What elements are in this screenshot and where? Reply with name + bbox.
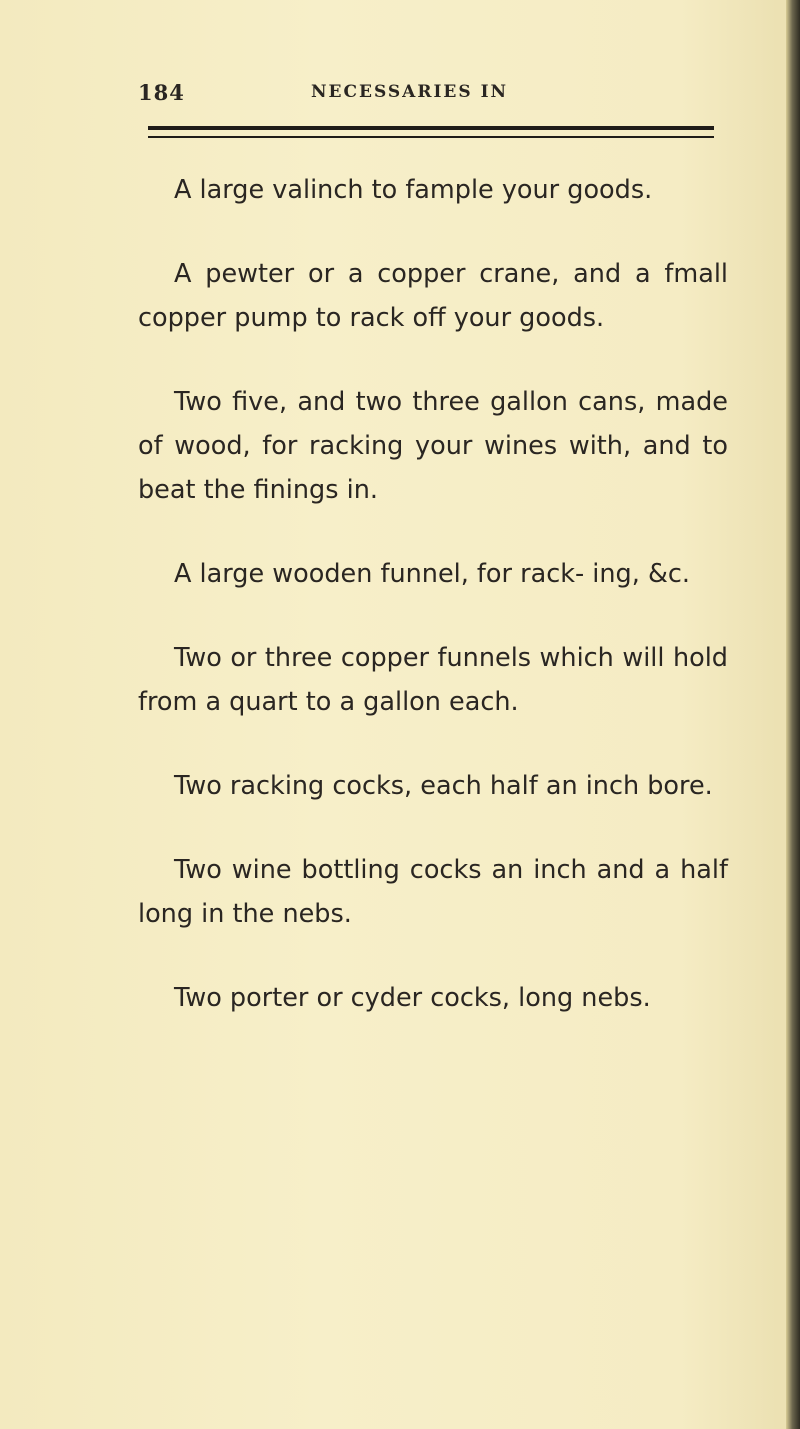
list-item: Two racking cocks, each half an inch bore. [174,771,713,801]
page-edge [786,0,800,1429]
header-rule-thin [148,136,714,138]
list-item: A large wooden funnel, for rack- ing, &c. [174,559,690,589]
page-number: 184 [138,80,185,105]
list-item: Two five, and two three gallon cans, made of wood, for racking your wines with, and to beat the finings in. [138,387,728,505]
list-item: A pewter or a copper crane, and a fmall copper pump to rack off your goods. [138,259,728,333]
list-item: Two or three copper funnels which will hold from a quart to a gallon each. [138,643,728,717]
list-item: Two wine bottling cocks an inch and a half long in the nebs. [138,855,728,929]
item-list [138,168,728,1060]
list-item: Two porter or cyder cocks, long nebs. [174,983,651,1013]
header-rule-thick [148,126,714,130]
running-head [138,80,718,108]
running-title: NECESSARIES IN [311,82,509,102]
list-item: A large valinch to fample your goods. [174,175,653,205]
